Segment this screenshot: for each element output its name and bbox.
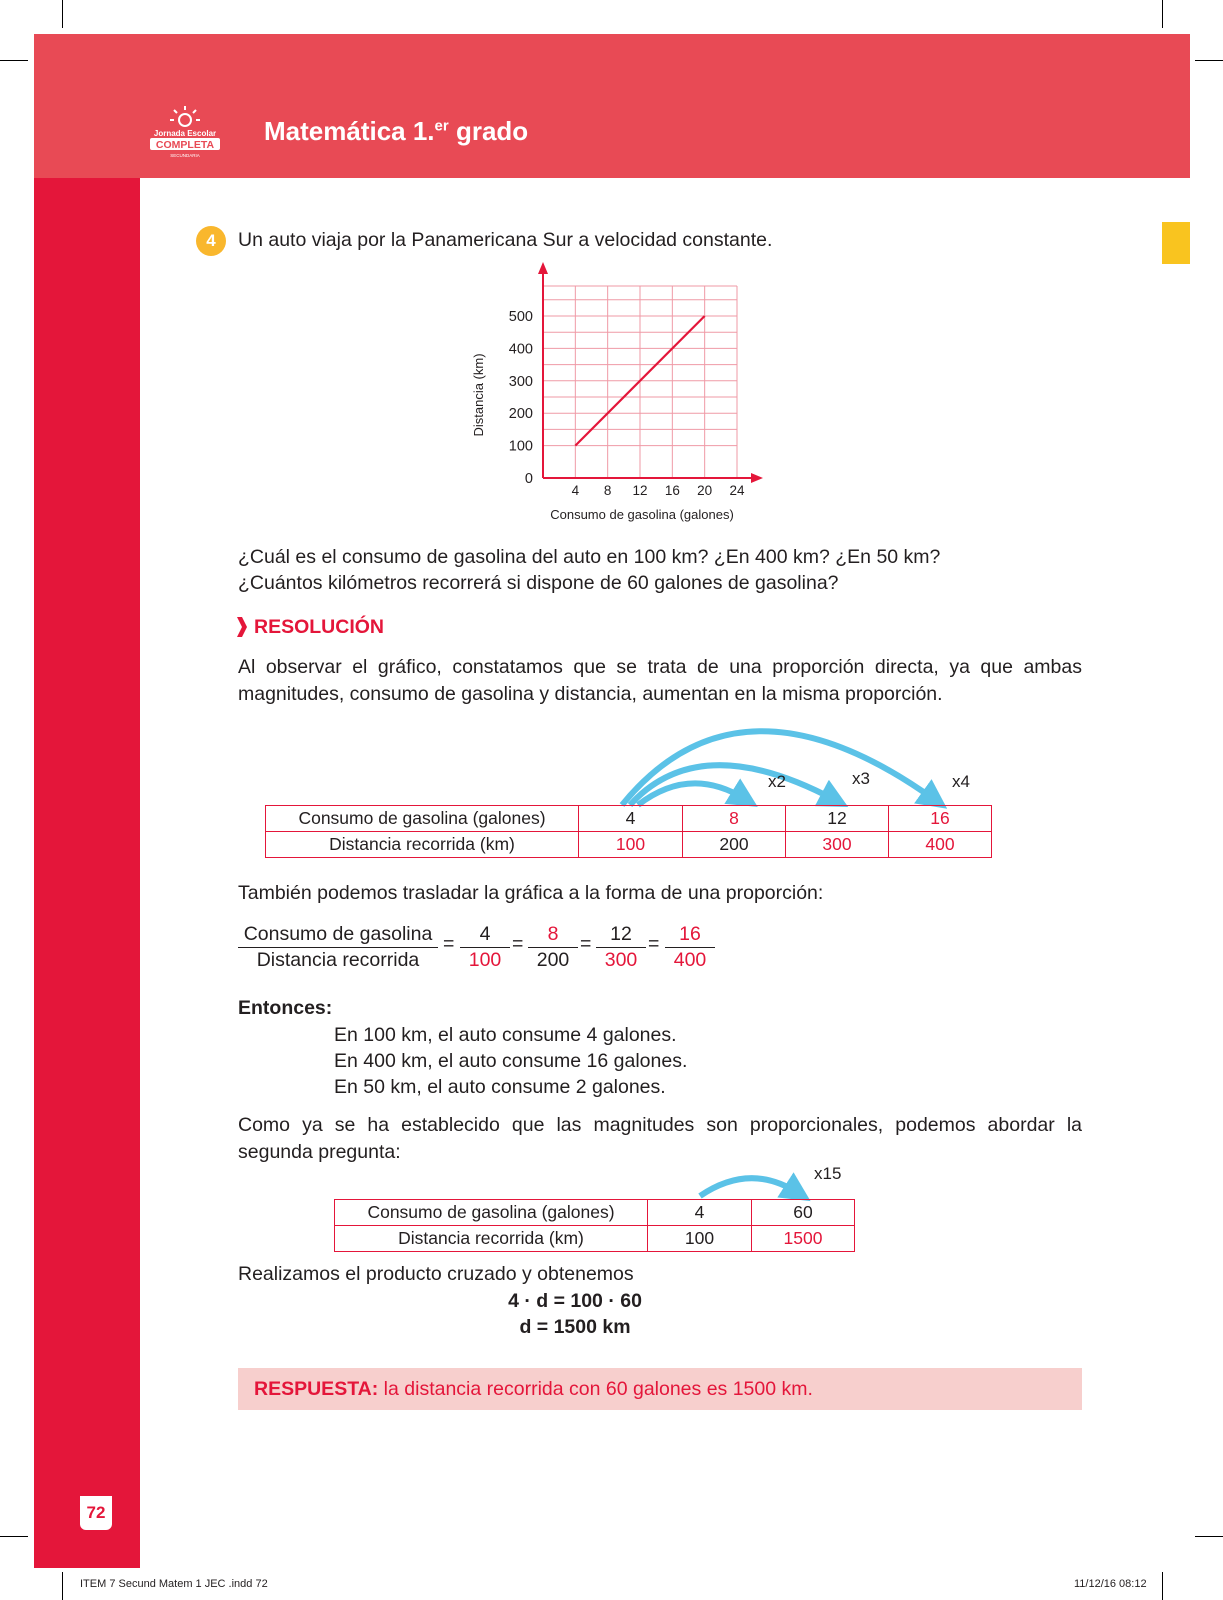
equation-line: d = 1500 km	[519, 1316, 631, 1338]
fraction-numerator: 4	[460, 922, 510, 948]
equals-sign: =	[512, 933, 524, 955]
conclusion-line: En 100 km, el auto consume 4 galones.	[334, 1024, 677, 1046]
second-question-intro: Como ya se ha establecido que las magnitudes son proporcionales, podemos abordar la segunda pregunta:	[238, 1114, 1082, 1163]
y-tick-label: 300	[508, 373, 533, 390]
table-cell: 100	[648, 1226, 752, 1252]
proportion-intro: También podemos trasladar la gráfica a la forma de una proporción:	[238, 882, 824, 904]
x-tick-label: 16	[664, 483, 680, 498]
fraction-denominator: 400	[673, 949, 707, 971]
x-tick-label: 8	[603, 483, 612, 498]
y-tick-label: 400	[508, 341, 533, 358]
fraction-denominator: 300	[604, 949, 638, 971]
multiplier-x2: x2	[768, 772, 786, 791]
table-cell: 8	[683, 806, 786, 832]
x-tick-label: 4	[571, 483, 580, 498]
conclusion-line: En 400 km, el auto consume 16 galones.	[334, 1050, 688, 1072]
question-ask-2: ¿Cuántos kilómetros recorrerá si dispone de 60 galones de gasolina?	[238, 572, 839, 594]
conclusion-line: En 50 km, el auto consume 2 galones.	[334, 1076, 666, 1098]
x-axis-label: Consumo de gasolina (galones)	[550, 507, 734, 522]
row-label: Distancia recorrida (km)	[266, 832, 579, 858]
table-cell: 100	[579, 832, 683, 858]
question-ask-1: ¿Cuál es el consumo de gasolina del auto en 100 km? ¿En 400 km? ¿En 50 km?	[238, 546, 941, 568]
x-tick-label: 12	[632, 483, 648, 498]
equals-sign: =	[443, 933, 455, 955]
y-tick-label: 100	[508, 438, 533, 455]
table-cell: 4	[648, 1200, 752, 1226]
x-tick-label: 20	[697, 483, 713, 498]
fraction-numerator: Consumo de gasolina	[238, 922, 438, 948]
table-cell: 60	[752, 1200, 855, 1226]
crop-mark	[62, 1572, 63, 1600]
row-label: Consumo de gasolina (galones)	[335, 1200, 648, 1226]
multiplier-x15: x15	[814, 1164, 842, 1183]
row-label: Consumo de gasolina (galones)	[266, 806, 579, 832]
fraction-numerator: 16	[665, 922, 715, 948]
crop-mark	[0, 1536, 28, 1537]
second-proportion-table	[334, 1199, 855, 1252]
fraction-numerator: 8	[528, 922, 578, 948]
answer-box	[238, 1368, 1082, 1410]
resolution-title: RESOLUCIÓN	[254, 616, 385, 638]
resolution-paragraph: Al observar el gráfico, constatamos que se trata de una proporción directa, ya que ambas magnitudes, consumo de gasolina y distancia, aumentan en la misma proporción.	[238, 656, 1082, 705]
question-statement: Un auto viaja por la Panamericana Sur a velocidad constante.	[238, 229, 773, 251]
table-cell: 12	[786, 806, 889, 832]
equation-line: 4 · d = 100 · 60	[508, 1290, 642, 1312]
footer-file-info: ITEM 7 Secund Matem 1 JEC .indd 72	[80, 1578, 268, 1590]
title-end: grado	[448, 116, 529, 146]
table-cell: 400	[889, 832, 992, 858]
answer-text: la distancia recorrida con 60 galones es 1500 km.	[378, 1378, 813, 1400]
crop-mark	[1162, 1572, 1163, 1600]
cross-product-intro: Realizamos el producto cruzado y obtenemos	[238, 1263, 634, 1285]
fraction-denominator: Distancia recorrida	[256, 949, 420, 971]
equals-sign: =	[580, 933, 592, 955]
title-superscript: er	[434, 117, 449, 135]
title-main: Matemática 1.	[264, 116, 435, 146]
footer-timestamp: 11/12/16 08:12	[1074, 1578, 1147, 1590]
logo-text-bottom: SECUNDARIA	[170, 153, 200, 158]
fraction-denominator: 200	[536, 949, 570, 971]
logo-text-main: COMPLETA	[155, 139, 215, 151]
arc-x15	[700, 1178, 798, 1196]
fraction-numerator: 12	[596, 922, 646, 948]
table-cell: 1500	[752, 1226, 855, 1252]
then-label: Entonces:	[238, 997, 333, 1019]
logo-text-top: Jornada Escolar	[153, 129, 217, 138]
y-tick-label: 500	[508, 309, 533, 325]
row-label: Distancia recorrida (km)	[335, 1226, 648, 1252]
table-cell: 200	[683, 832, 786, 858]
equals-sign: =	[648, 933, 660, 955]
table-cell: 4	[579, 806, 683, 832]
table-row	[335, 1226, 855, 1252]
x-tick-label: 24	[729, 483, 745, 498]
table-cell: 300	[786, 832, 889, 858]
y-tick-label: 200	[508, 406, 533, 423]
table-row	[335, 1200, 855, 1226]
page-number: 72	[80, 1496, 112, 1530]
fraction-denominator: 100	[468, 949, 502, 971]
multiplier-x3: x3	[852, 769, 870, 788]
y-tick-label: 0	[524, 471, 533, 487]
table-cell: 16	[889, 806, 992, 832]
question-number-badge: 4	[196, 226, 226, 256]
multiplier-x4: x4	[952, 772, 970, 791]
crop-mark	[1195, 1536, 1223, 1537]
answer-label: RESPUESTA:	[254, 1378, 379, 1400]
y-axis-label: Distancia (km)	[471, 353, 486, 437]
